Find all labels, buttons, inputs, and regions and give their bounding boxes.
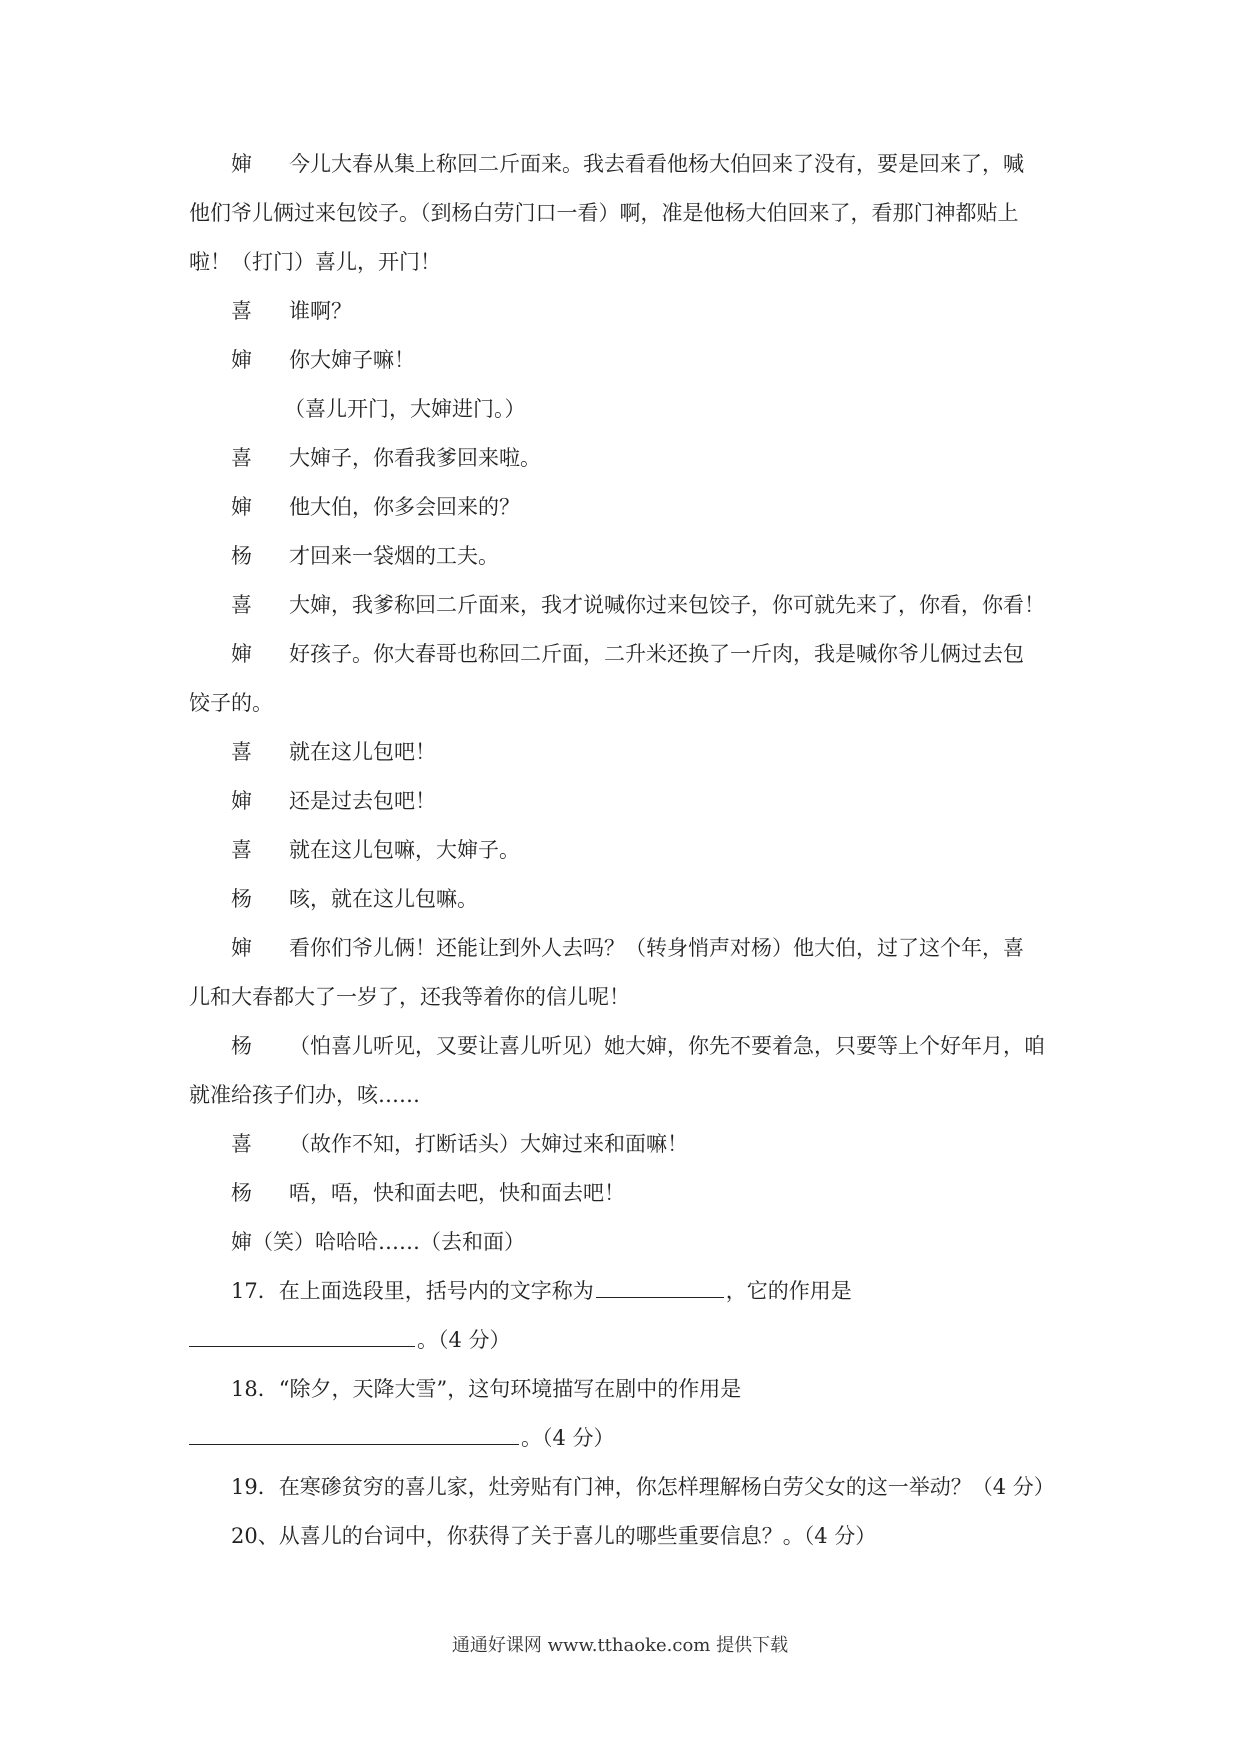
speaker: 婶 — [231, 642, 252, 666]
speaker: 杨 — [231, 887, 252, 911]
dialogue-line — [189, 1120, 1057, 1169]
stage-direction: （喜儿开门，大婶进门。） — [284, 397, 526, 421]
dialogue-line — [189, 336, 1057, 385]
dialogue-line — [189, 483, 1057, 532]
dialogue-line — [189, 630, 1057, 679]
dialogue-line — [189, 875, 1057, 924]
line-text: 就在这儿包嘛，大婶子。 — [289, 838, 520, 862]
answer-blank[interactable] — [189, 1422, 519, 1445]
speaker: 婶 — [231, 789, 252, 813]
document-body — [189, 140, 1057, 1561]
line-text: 才回来一袋烟的工夫。 — [289, 544, 499, 568]
line-text: 就在这儿包吧！ — [289, 740, 436, 764]
question-18: 18．“除夕，天降大雪”，这句环境描写在剧中的作用是 — [231, 1377, 742, 1401]
speaker: 婶 — [231, 495, 252, 519]
line-text: 谁啊？ — [289, 299, 352, 323]
dialogue-line: 婶（笑）哈哈哈……（去和面） — [231, 1230, 525, 1254]
speaker: 喜 — [231, 740, 252, 764]
line-text: 大婶子，你看我爹回来啦。 — [289, 446, 541, 470]
speaker: 喜 — [231, 1132, 252, 1156]
line-text: 今儿大春从集上称回二斤面来。我去看看他杨大伯回来了没有，要是回来了，喊 — [289, 152, 1024, 176]
question-text: 。（4 分） — [521, 1426, 615, 1450]
line-text: 还是过去包吧！ — [289, 789, 436, 813]
line-text: 好孩子。你大春哥也称回二斤面，二升米还换了一斤肉，我是喊你爷儿俩过去包 — [289, 642, 1024, 666]
dialogue-line — [189, 287, 1057, 336]
dialogue-line: 就准给孩子们办，咳…… — [189, 1083, 420, 1107]
line-text: （故作不知，打断话头）大婶过来和面嘛！ — [289, 1132, 688, 1156]
speaker: 婶 — [231, 348, 252, 372]
dialogue-line — [189, 581, 1057, 630]
question-20: 20、从喜儿的台词中，你获得了关于喜儿的哪些重要信息？。（4 分） — [231, 1524, 877, 1548]
dialogue-line — [189, 924, 1057, 973]
speaker: 婶 — [231, 936, 252, 960]
line-text: （怕喜儿听见，又要让喜儿听见）她大婶，你先不要着急，只要等上个好年月，咱 — [289, 1034, 1045, 1058]
dialogue-line: 啦！（打门）喜儿，开门！ — [189, 250, 441, 274]
speaker: 喜 — [231, 299, 252, 323]
dialogue-line: 他们爷儿俩过来包饺子。（到杨白劳门口一看）啊，准是他杨大伯回来了，看那门神都贴上 — [189, 201, 1019, 225]
dialogue-line — [189, 777, 1057, 826]
speaker: 喜 — [231, 446, 252, 470]
answer-blank[interactable] — [596, 1275, 724, 1298]
dialogue-line — [189, 532, 1057, 581]
speaker: 喜 — [231, 593, 252, 617]
dialogue-line — [189, 434, 1057, 483]
dialogue-line — [189, 728, 1057, 777]
dialogue-line: 儿和大春都大了一岁了，还我等着你的信儿呢！ — [189, 985, 630, 1009]
question-text: 17．在上面选段里，括号内的文字称为 — [231, 1279, 594, 1303]
question-text: ，它的作用是 — [725, 1279, 852, 1303]
question-18-continued — [189, 1414, 1057, 1463]
line-text: 大婶，我爹称回二斤面来，我才说喊你过来包饺子，你可就先来了，你看，你看！ — [289, 593, 1045, 617]
question-17 — [189, 1267, 1057, 1316]
speaker: 喜 — [231, 838, 252, 862]
page-footer: 通通好课网 www.tthaoke.com 提供下载 — [451, 1635, 789, 1656]
speaker: 杨 — [231, 1034, 252, 1058]
line-text: 你大婶子嘛！ — [289, 348, 415, 372]
speaker: 杨 — [231, 1181, 252, 1205]
question-17-continued — [189, 1316, 1057, 1365]
line-text: 唔，唔，快和面去吧，快和面去吧！ — [289, 1181, 625, 1205]
question-text: 。（4 分） — [417, 1328, 511, 1352]
line-text: 咳，就在这儿包嘛。 — [289, 887, 478, 911]
dialogue-line — [189, 140, 1057, 189]
speaker: 杨 — [231, 544, 252, 568]
answer-blank[interactable] — [189, 1324, 415, 1347]
line-text: 他大伯，你多会回来的？ — [289, 495, 520, 519]
dialogue-line — [189, 1022, 1057, 1071]
speaker: 婶 — [231, 152, 252, 176]
dialogue-line — [189, 1169, 1057, 1218]
dialogue-line: 饺子的。 — [189, 691, 273, 715]
dialogue-line — [189, 826, 1057, 875]
line-text: 看你们爷儿俩！还能让到外人去吗？（转身悄声对杨）他大伯，过了这个年，喜 — [289, 936, 1024, 960]
question-19: 19．在寒碜贫穷的喜儿家，灶旁贴有门神，你怎样理解杨白劳父女的这一举动？（4 分） — [231, 1475, 1055, 1499]
